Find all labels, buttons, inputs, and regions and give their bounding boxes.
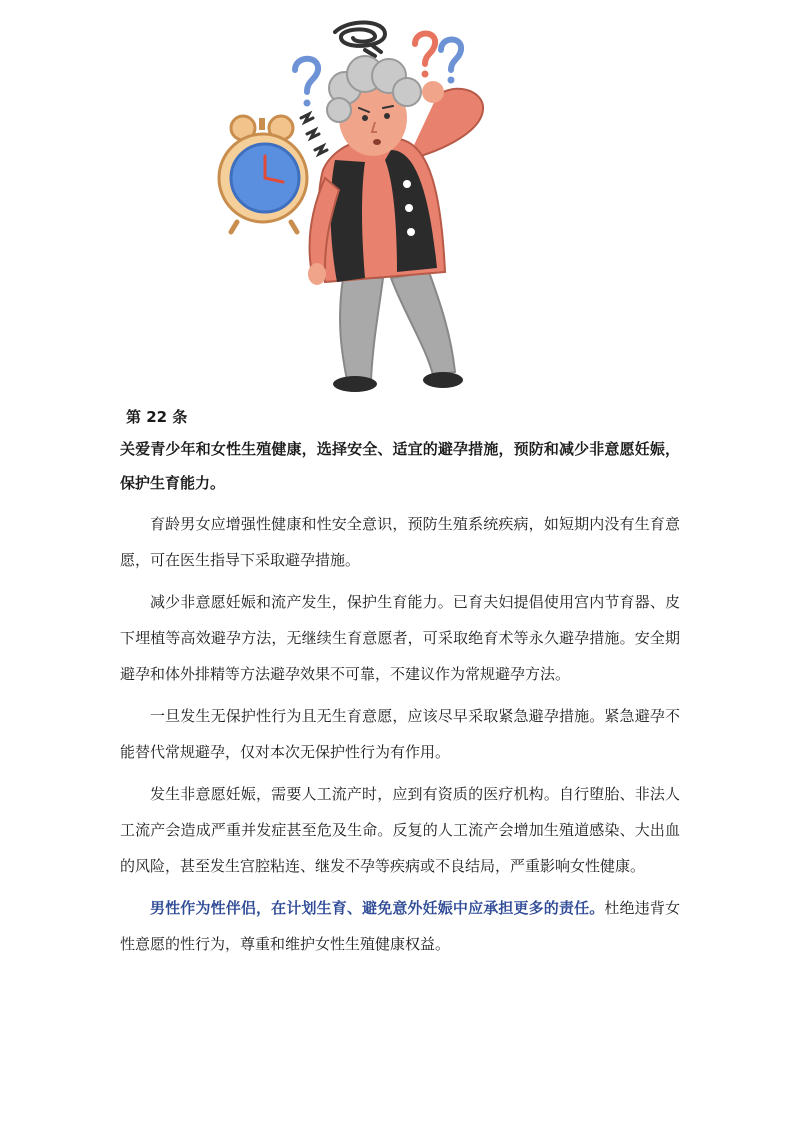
confused-elderly-woman-illustration [215,10,515,395]
emphasis-text: 男性作为性伴侣，在计划生育、避免意外妊娠中应承担更多的责任。 [150,899,605,917]
paragraph: 发生非意愿妊娠，需要人工流产时，应到有资质的医疗机构。自行堕胎、非法人工流产会造成严重并发症甚至危及生命。反复的人工流产会增加生殖道感染、大出血的风险，甚至发生宫腔粘连、继发不孕等疾病或不良结局，严重影响女性健康。 [120,785,680,875]
article-title: 关爱青少年和女性生殖健康，选择安全、适宜的避孕措施，预防和减少非意愿妊娠，保护生育能力。 [120,440,680,492]
paragraph-rest: 杜绝违背女性意愿的性行为，尊重和维护女性生殖健康权益。 [120,899,680,953]
worry-marks-icon [301,114,327,154]
final-paragraph [120,890,680,962]
paragraph: 一旦发生无保护性行为且无生育意愿，应该尽早采取紧急避孕措施。紧急避孕不能替代常规避孕，仅对本次无保护性行为有作用。 [120,707,680,761]
dizzy-swirl-icon [335,22,385,56]
paragraph: 育龄男女应增强性健康和性安全意识，预防生殖系统疾病，如短期内没有生育意愿，可在医生指导下采取避孕措施。 [120,515,680,569]
article-content [120,402,680,968]
article-number: 第 22 条 [126,408,188,426]
paragraph: 减少非意愿妊娠和流产发生，保护生育能力。已育夫妇提倡使用宫内节育器、皮下埋植等高效避孕方法，无继续生育意愿者，可采取绝育术等永久避孕措施。安全期避孕和体外排精等方法避孕效果不可靠，不建议作为常规避孕方法。 [120,593,680,683]
alarm-clock-icon [219,116,307,232]
